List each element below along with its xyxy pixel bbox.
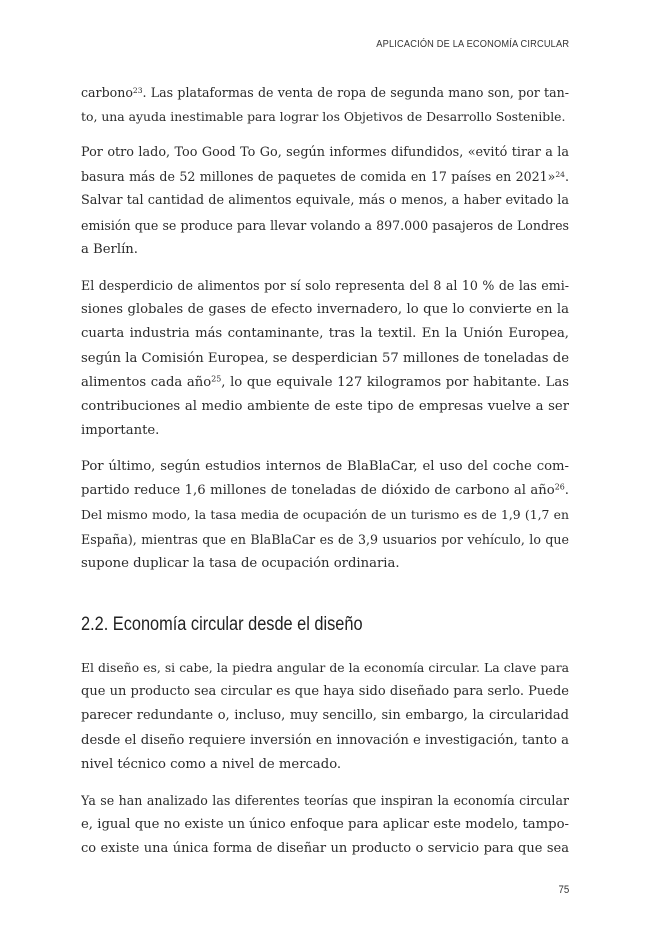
paragraph-4	[81, 455, 569, 576]
text-line: e, igual que no existe un único enfoque para aplicar este modelo, tampo-	[81, 817, 569, 833]
footnote-ref[interactable]: 23	[132, 85, 143, 95]
text-line: que un producto sea circular es que haya sido diseñado para serlo. Puede	[81, 684, 569, 700]
text-line: Por último, según estudios internos de BlaBlaCar, el uso del coche com-	[81, 459, 569, 474]
text-line: to, una ayuda inestimable para lograr los Objetivos de Desarrollo Sostenible.	[81, 109, 566, 125]
text-line: siones globales de gases de efecto invernadero, lo que lo convierte en la	[81, 302, 569, 318]
text-line: supone duplicar la tasa de ocupación ordinaria.	[81, 555, 400, 571]
text-line: emisión que se produce para llevar volando a 897.000 pasajeros de Londres	[81, 217, 569, 233]
text-line: contribuciones al medio ambiente de este tipo de empresas vuelve a ser	[81, 398, 569, 414]
text-line: Del mismo modo, la tasa media de ocupación de un turismo es de 1,9 (1,7 en	[81, 507, 569, 523]
text-line: parecer redundante o, incluso, muy sencillo, sin embargo, la circularidad	[81, 708, 569, 724]
text-line: carbono$^{23}$. Las plataformas de venta de ropa de segunda mano son, por tan-	[81, 85, 569, 100]
paragraph-3	[81, 274, 569, 443]
paragraph-1	[81, 81, 569, 129]
text-line: desde el diseño requiere inversión en innovación e investigación, tanto a	[81, 732, 569, 748]
text-line: cuarta industria más contaminante, tras la textil. En la Unión Europea,	[81, 326, 569, 342]
text-line: Por otro lado, Too Good To Go, según informes difundidos, «evitó tirar a la	[81, 145, 569, 160]
text-line: partido reduce 1,6 millones de toneladas de dióxido de carbono al año$^{26}$.	[81, 482, 569, 499]
text-line: Salvar tal cantidad de alimentos equivale, más o menos, a haber evitado la	[81, 193, 569, 209]
running-header: APLICACIÓN DE LA ECONOMÍA CIRCULAR	[376, 38, 569, 50]
footnote-ref[interactable]: 26	[554, 482, 565, 492]
text-line: importante.	[81, 423, 160, 439]
paragraph-5	[81, 656, 569, 777]
footnote-ref[interactable]: 24	[555, 170, 565, 180]
text-line: según la Comisión Europea, se desperdician 57 millones de toneladas de	[81, 350, 569, 366]
paragraph-2	[81, 141, 569, 262]
section-heading: 2.2. Economía circular desde el diseño	[81, 614, 363, 635]
page-number: 75	[558, 884, 569, 896]
text-line: alimentos cada año$^{25}$, lo que equivale 127 kilogramos por habitante. Las	[81, 374, 569, 390]
paragraph-6	[81, 789, 569, 862]
text-line: El diseño es, si cabe, la piedra angular de la economía circular. La clave para	[81, 660, 569, 675]
text-line: nivel técnico como a nivel de mercado.	[81, 756, 342, 772]
footnote-ref[interactable]: 25	[211, 374, 222, 384]
text-line: a Berlín.	[81, 241, 138, 257]
text-line: basura más de 52 millones de paquetes de comida en 17 países en 2021»$^{24}$.	[81, 169, 569, 185]
text-line: El desperdicio de alimentos por sí solo representa del 8 al 10 % de las emi-	[81, 278, 569, 293]
text-line: Ya se han analizado las diferentes teorías que inspiran la economía circular	[81, 793, 569, 808]
text-line: co existe una única forma de diseñar un producto o servicio para que sea	[81, 841, 569, 857]
text-line: España), mientras que en BlaBlaCar es de 3,9 usuarios por vehículo, lo que	[81, 531, 569, 547]
